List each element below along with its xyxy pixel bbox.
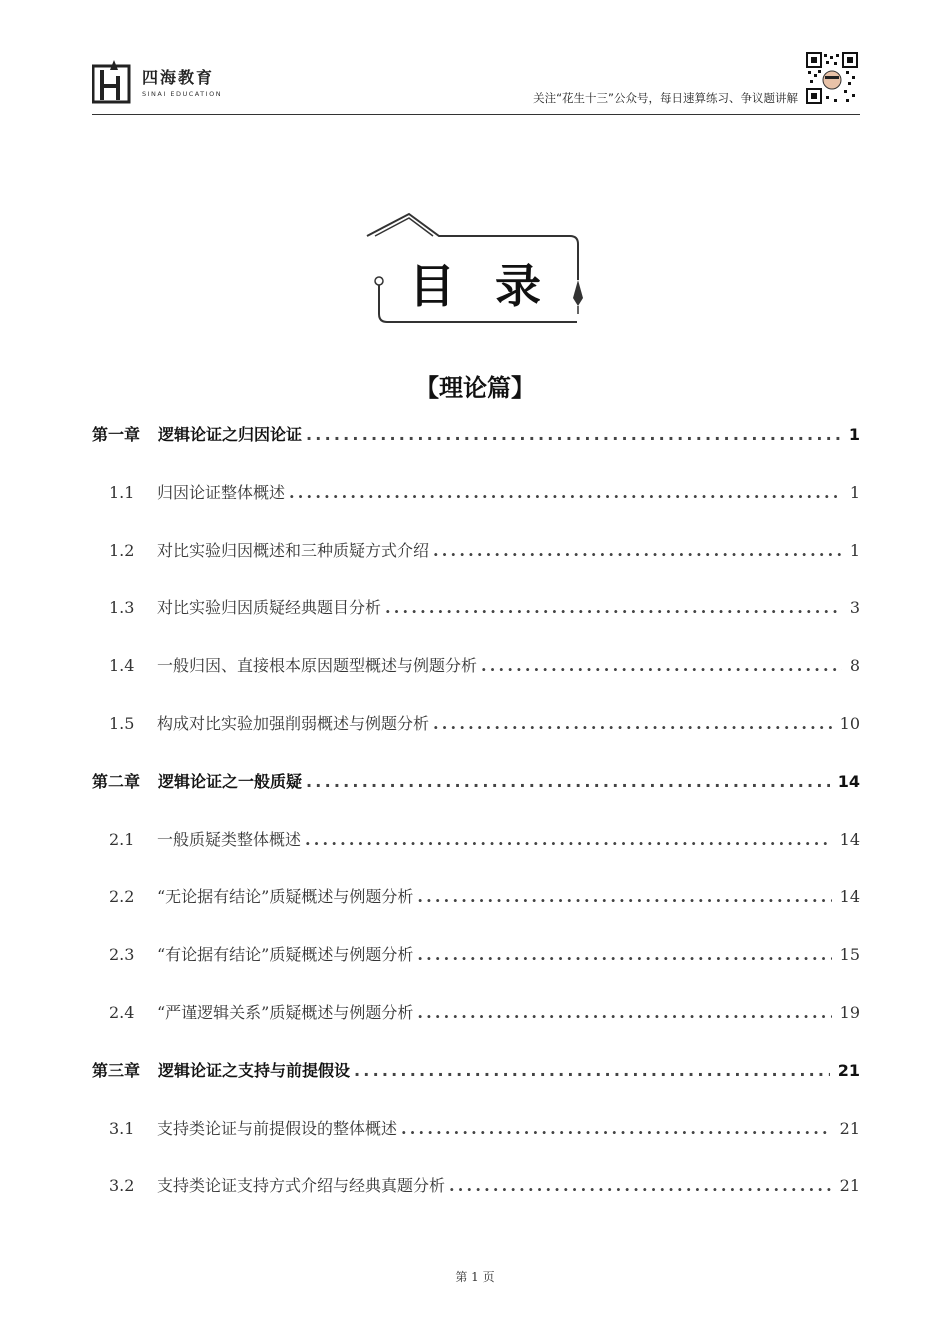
logo-icon: [92, 58, 136, 104]
toc-section-2-4[interactable]: 2.4 “严谨逻辑关系”质疑概述与例题分析 ..... 19: [92, 996, 860, 1054]
toc-chapter-3[interactable]: 第三章 逻辑论证之支持与前提假设 ..... 21: [92, 1054, 860, 1112]
table-of-contents: [92, 418, 860, 1227]
page-number: 8: [849, 656, 860, 676]
brand-subtitle: SINAI EDUCATION: [142, 89, 223, 98]
toc-section-1-5[interactable]: 1.5 构成对比实验加强削弱概述与例题分析 ..... 10: [92, 707, 860, 765]
brand-logo: [92, 58, 222, 104]
part-title: 【理论篇】: [415, 374, 535, 402]
toc-section-1-2[interactable]: 1.2 对比实验归因概述和三种质疑方式介绍 ..... 1: [92, 534, 860, 592]
brand-name: 四海教育: [142, 67, 215, 87]
header-note: 关注“花生十三”公众号，每日速算练习、争议题讲解: [533, 91, 798, 105]
toc-chapter-1[interactable]: 第一章 逻辑论证之归因论证 ..... 1: [92, 418, 860, 476]
page-number: 1: [849, 540, 860, 560]
toc-chapter-2[interactable]: 第二章 逻辑论证之一般质疑 ..... 14: [92, 765, 860, 823]
qr-code-icon: [806, 52, 858, 104]
page-number: 21: [839, 1118, 860, 1138]
toc-section-2-1[interactable]: 2.1 一般质疑类整体概述 ..... 14: [92, 823, 860, 881]
page-number: 1: [849, 482, 860, 502]
page-number: 15: [839, 945, 860, 965]
toc-section-2-3[interactable]: 2.3 “有论据有结论”质疑概述与例题分析 ..... 15: [92, 938, 860, 996]
toc-section-2-2[interactable]: 2.2 “无论据有结论”质疑概述与例题分析 ..... 14: [92, 880, 860, 938]
page-title: 目录: [409, 259, 581, 313]
page-header: [92, 50, 860, 115]
page-number: 3: [849, 598, 860, 618]
page-number: 14: [839, 887, 860, 907]
page-number: 14: [837, 771, 860, 791]
page-number: 14: [839, 829, 860, 849]
page-number: 10: [839, 713, 860, 733]
page-number: 1: [848, 425, 860, 444]
page-number: 19: [839, 1002, 860, 1022]
page-number: 21: [839, 1176, 860, 1196]
toc-section-1-1[interactable]: 1.1 归因论证整体概述 ..... 1: [92, 476, 860, 534]
toc-section-3-1[interactable]: 3.1 支持类论证与前提假设的整体概述 ..... 21: [92, 1112, 860, 1170]
page-number: 21: [837, 1060, 860, 1080]
toc-section-1-3[interactable]: 1.3 对比实验归因质疑经典题目分析 ..... 3: [92, 591, 860, 649]
toc-section-3-2[interactable]: 3.2 支持类论证支持方式介绍与经典真题分析 ..... 21: [92, 1169, 860, 1227]
toc-section-1-4[interactable]: 1.4 一般归因、直接根本原因题型概述与例题分析 ..... 8: [92, 649, 860, 707]
page-footer: 第 1 页: [455, 1270, 495, 1284]
